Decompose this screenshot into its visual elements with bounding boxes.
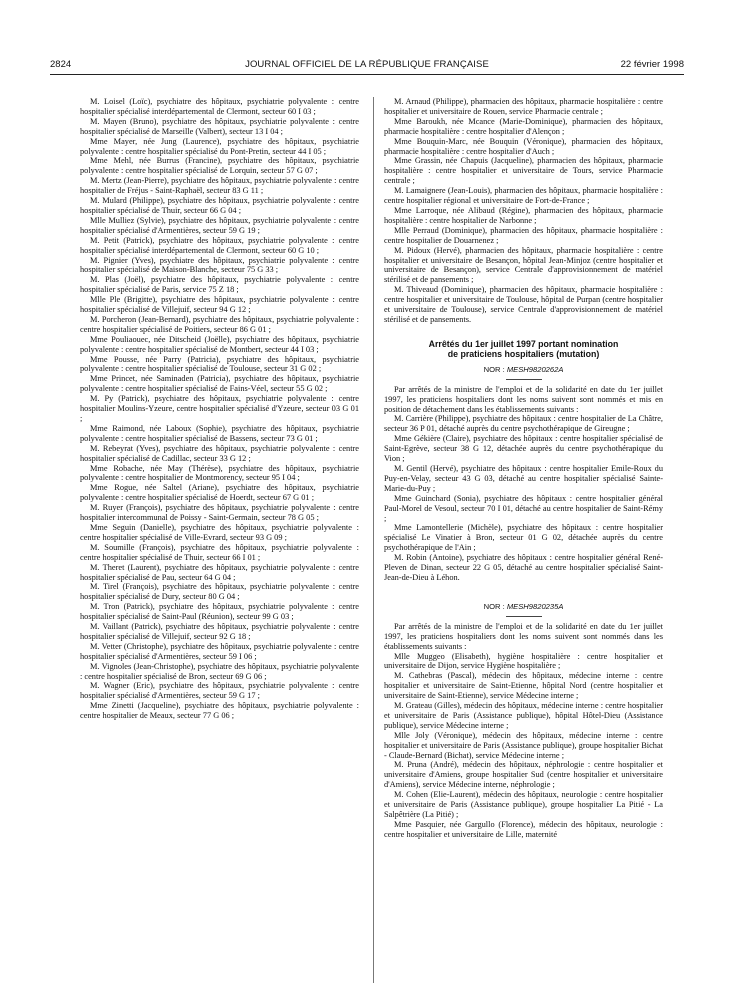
list-item: M. Cohen (Elie-Laurent), médecin des hôpitaux, neurologie : centre hospitalier et universitaire de Paris (Assistance publique), groupe hospitalier La Pitié - La Salpêtrière (La Pitié) ; xyxy=(384,790,663,819)
list-item: M. Petit (Patrick), psychiatre des hôpitaux, psychiatrie polyvalente : centre hospitalier spécialisé interdépartemental de Clermont, secteur 60 G 10 ; xyxy=(80,235,359,255)
list-item: M. Pruna (André), médecin des hôpitaux, néphrologie : centre hospitalier et universitaire d'Amiens, groupe hospitalier Sud (centre hospitalier et universitaire d'Amiens), service Médecine interne, néphrologie ; xyxy=(384,760,663,790)
list-item: M. Mayen (Bruno), psychiatre des hôpitaux, psychiatrie polyvalente : centre hospitalier spécialisé de Marseille (Valbert), secteur 13 I 04 ; xyxy=(80,116,359,136)
left-column xyxy=(80,97,359,983)
list-item: Mme Robache, née May (Thérèse), psychiatre des hôpitaux, psychiatrie polyvalente : centre hospitalier de Montmorency, secteur 95 I 04 ; xyxy=(80,463,359,483)
list-item: M. Thiveaud (Dominique), pharmacien des hôpitaux, pharmacie hospitalière : centre hospitalier et universitaire de Toulouse, hôpital de Purpan (centre hospitalier et universitaire de Toulouse), service Centrale d'approvisionnement de matériel stérilisé et de pansements. xyxy=(384,285,663,324)
list-item: Mme Larroque, née Alibaud (Régine), pharmacien des hôpitaux, pharmacie hospitalière : centre hospitalier de Narbonne ; xyxy=(384,205,663,225)
column-divider xyxy=(373,97,374,983)
section-title-line-2: de praticiens hospitaliers (mutation) xyxy=(447,349,600,360)
list-item: Mme Mayer, née Jung (Laurence), psychiatre des hôpitaux, psychiatrie polyvalente : centre hospitalier spécialisé du Pont-Pretin, secteur 44 I 05 ; xyxy=(80,136,359,156)
list-item: Mme Baroukh, née Mcance (Marie-Dominique), pharmacien des hôpitaux, pharmacie hospitalière : centre hospitalier d'Alençon ; xyxy=(384,116,663,136)
list-item: M. Grateau (Gilles), médecin des hôpitaux, médecine interne : centre hospitalier et universitaire de Paris (Assistance publique), hôpital Hôtel-Dieu (Assistance publique), service Médecine interne ; xyxy=(384,701,663,730)
nor-code: MESH9820235A xyxy=(506,601,564,611)
list-item: Mlle Perraud (Dominique), pharmacien des hôpitaux, pharmacie hospitalière : centre hospitalier de Douarnenez ; xyxy=(384,225,663,245)
list-item: M. Gentil (Hervé), psychiatre des hôpitaux : centre hospitalier Emile-Roux du Puy-en-Velay, secteur 43 G 03, détaché au centre hospitalier spécialisé Sainte-Marie-du-Puy ; xyxy=(384,464,663,493)
nor-reference-2 xyxy=(384,602,663,612)
list-item: Mme Zinetti (Jacqueline), psychiatre des hôpitaux, psychiatrie polyvalente : centre hospitalier de Meaux, secteur 77 G 06 ; xyxy=(80,701,359,721)
list-item: M. Ruyer (François), psychiatre des hôpitaux, psychiatrie polyvalente : centre hospitalier intercommunal de Poissy - Saint-Germain, secteur 78 G 05 ; xyxy=(80,503,359,523)
page-header xyxy=(50,59,684,73)
issue-date: 22 février 1998 xyxy=(620,59,684,70)
list-item: M. Vignoles (Jean-Christophe), psychiatre des hôpitaux, psychiatrie polyvalente : centre hospitalier spécialisé de Bron, secteur 69 G 06 ; xyxy=(80,661,359,681)
list-item: Mlle Mulliez (Sylvie), psychiatre des hôpitaux, psychiatrie polyvalente : centre hospitalier spécialisé d'Armentières, secteur 59 G 19 ; xyxy=(80,215,359,235)
list-item: Mme Raimond, née Laboux (Sophie), psychiatre des hôpitaux, psychiatrie polyvalente : centre hospitalier spécialisé de Bassens, secteur 73 G 01 ; xyxy=(80,423,359,443)
separator-1 xyxy=(506,379,542,380)
appointment-list xyxy=(384,652,663,840)
list-item: M. Pignier (Yves), psychiatre des hôpitaux, psychiatrie polyvalente : centre hospitalier spécialisé de Maison-Blanche, secteur 75 G 33 ; xyxy=(80,255,359,275)
pharmacist-list xyxy=(384,97,663,325)
list-item: M. Robin (Antoine), psychiatre des hôpitaux : centre hospitalier général René-Pleven de Dinan, secteur 22 G 05, détaché au centre hospitalier spécialisé Saint-Jean-de-Dieu à Léhon. xyxy=(384,553,663,582)
list-item: M. Theret (Laurent), psychiatre des hôpitaux, psychiatrie polyvalente : centre hospitalier spécialisé de Pau, secteur 64 G 04 ; xyxy=(80,562,359,582)
list-item: M. Mulard (Philippe), psychiatre des hôpitaux, psychiatrie polyvalente : centre hospitalier spécialisé de Thuir, secteur 66 G 04 ; xyxy=(80,196,359,215)
journal-title: JOURNAL OFFICIEL DE LA RÉPUBLIQUE FRANÇAISE xyxy=(245,59,489,70)
list-item: M. Tron (Patrick), psychiatre des hôpitaux, psychiatrie polyvalente : centre hospitalier spécialisé de Saint-Paul (Réunion), secteur 99 G 03 ; xyxy=(80,602,359,622)
page-number: 2824 xyxy=(50,59,72,70)
list-item: Mme Lamontellerie (Michèle), psychiatre des hôpitaux : centre hospitalier spécialisé Le Vinatier à Bron, secteur 01 G 02, détachée auprès du centre psychothérapique de l'Ain ; xyxy=(384,523,663,553)
list-item: Mme Bouquin-Marc, née Bouquin (Véronique), pharmacien des hôpitaux, pharmacie hospitalière : centre hospitalier d'Auch ; xyxy=(384,136,663,156)
list-item: M. Tirel (François), psychiatre des hôpitaux, psychiatrie polyvalente : centre hospitalier spécialisé de Dury, secteur 80 G 04 ; xyxy=(80,582,359,602)
list-item: M. Lamaignere (Jean-Louis), pharmacien des hôpitaux, pharmacie hospitalière : centre hospitalier régional et universitaire de Fort-de-France ; xyxy=(384,186,663,206)
list-item: M. Soumille (François), psychiatre des hôpitaux, psychiatrie polyvalente : centre hospitalier spécialisé de Thuir, secteur 66 I 01 ; xyxy=(80,542,359,562)
list-item: Mme Princet, née Saminaden (Patricia), psychiatre des hôpitaux, psychiatrie polyvalente : centre hospitalier spécialisé de Fains-Véel, secteur 55 G 02 ; xyxy=(80,374,359,394)
list-item: M. Vetter (Christophe), psychiatre des hôpitaux, psychiatrie polyvalente : centre hospitalier spécialisé d'Armentières, secteur 59 I 06 ; xyxy=(80,641,359,661)
list-item: Mme Pasquier, née Gargullo (Florence), médecin des hôpitaux, neurologie : centre hospitalier et universitaire de Lille, maternité xyxy=(384,819,663,839)
list-item: Mme Seguin (Danielle), psychiatre des hôpitaux, psychiatrie polyvalente : centre hospitalier spécialisé de Ville-Evrard, secteur 93 G 09 ; xyxy=(80,522,359,542)
list-item: Mlle Joly (Véronique), médecin des hôpitaux, médecine interne : centre hospitalier et universitaire de Paris (Assistance publique), groupe hospitalier Bichat - Claude-Bernard (Bichat), service Médecine interne ; xyxy=(384,730,663,760)
list-item: M. Vaillant (Patrick), psychiatre des hôpitaux, psychiatrie polyvalente : centre hospitalier spécialisé de Villejuif, secteur 92 G 18 ; xyxy=(80,622,359,641)
list-item: Mme Pouliaouec, née Ditscheid (Joëlle), psychiatre des hôpitaux, psychiatrie polyvalente : centre hospitalier spécialisé de Montbert, secteur 44 I 03 ; xyxy=(80,334,359,354)
list-item: Mme Grassin, née Chapuis (Jacqueline), pharmacien des hôpitaux, pharmacie hospitalière : centre hospitalier et universitaire de Tours, service Pharmacie centrale ; xyxy=(384,156,663,186)
nor-reference-1 xyxy=(384,365,663,375)
list-item: M. Cathebras (Pascal), médecin des hôpitaux, médecine interne : centre hospitalier et universitaire de Saint-Etienne, hôpital Nord (centre hospitalier et universitaire de Saint-Etienne), service Médecine interne ; xyxy=(384,671,663,701)
list-item: Mme Gékière (Claire), psychiatre des hôpitaux : centre hospitalier spécialisé de Saint-Egrève, secteur 38 G 12, détachée auprès du centre psychothérapique du Vion ; xyxy=(384,434,663,464)
list-item: Mme Rogue, née Saltel (Ariane), psychiatre des hôpitaux, psychiatrie polyvalente : centre hospitalier spécialisé de Hoerdt, secteur 67 G 01 ; xyxy=(80,483,359,503)
list-item: M. Carrière (Philippe), psychiatre des hôpitaux : centre hospitalier de La Châtre, secteur 36 P 01, détaché auprès du centre psychothérapique de Gireugne ; xyxy=(384,414,663,434)
section-title xyxy=(384,339,663,360)
header-rule xyxy=(50,74,684,75)
right-column xyxy=(384,97,663,983)
list-item: M. Mertz (Jean-Pierre), psychiatre des hôpitaux, psychiatrie polyvalente : centre hospitalier de Fréjus - Saint-Raphaël, secteur 83 G 11 ; xyxy=(80,176,359,196)
list-item: Mme Guinchard (Sonia), psychiatre des hôpitaux : centre hospitalier général Paul-Morel de Vesoul, secteur 70 I 01, détaché au centre hospitalier de Saint-Rémy ; xyxy=(384,493,663,523)
nor-label: NOR : xyxy=(483,364,505,374)
list-item: Mme Mehl, née Burrus (Francine), psychiatre des hôpitaux, psychiatrie polyvalente : centre hospitalier spécialisé de Lorquin, secteur 57 G 07 ; xyxy=(80,156,359,176)
detachment-list xyxy=(384,414,663,582)
list-item: M. Pidoux (Hervé), pharmacien des hôpitaux, pharmacie hospitalière : centre hospitalier et universitaire de Besançon, hôpital Jean-Minjoz (centre hospitalier et universitaire de Besançon), service Centrale d'approvisionnement de matériel stérilisé et de pansements ; xyxy=(384,245,663,285)
nor-code: MESH9820262A xyxy=(506,364,564,374)
separator-2 xyxy=(506,616,542,617)
nor-label: NOR : xyxy=(483,601,505,611)
list-item: M. Loisel (Loïc), psychiatre des hôpitaux, psychiatrie polyvalente : centre hospitalier spécialisé interdépartemental de Clermont, secteur 60 I 03 ; xyxy=(80,97,359,116)
list-item: M. Porcheron (Jean-Bernard), psychiatre des hôpitaux, psychiatrie polyvalente : centre hospitalier spécialisé de Poitiers, secteur 86 G 01 ; xyxy=(80,314,359,334)
list-item: Mlle Muggeo (Elisabeth), hygiène hospitalière : centre hospitalier et universitaire de Dijon, service Hygiène hospitalière ; xyxy=(384,651,663,671)
list-item: M. Arnaud (Philippe), pharmacien des hôpitaux, pharmacie hospitalière : centre hospitalier et universitaire de Rouen, service Pharmacie centrale ; xyxy=(384,97,663,116)
decree-intro-2: Par arrêtés de la ministre de l'emploi et de la solidarité en date du 1er juillet 1997, les praticiens hospitaliers dont les noms suivent sont nommés dans les établissements suivants : xyxy=(384,621,663,651)
list-item: M. Plas (Joël), psychiatre des hôpitaux, psychiatrie polyvalente : centre hospitalier spécialisé de Paris, service 75 Z 18 ; xyxy=(80,275,359,295)
list-item: M. Rebeyrat (Yves), psychiatre des hôpitaux, psychiatrie polyvalente : centre hospitalier spécialisé de Cadillac, secteur 33 G 12 ; xyxy=(80,443,359,463)
list-item: Mlle Ple (Brigitte), psychiatre des hôpitaux, psychiatrie polyvalente : centre hospitalier spécialisé de Villejuif, secteur 94 G 12 ; xyxy=(80,295,359,315)
list-item: M. Py (Patrick), psychiatre des hôpitaux, psychiatrie polyvalente : centre hospitalier Moulins-Yzeure, centre hospitalier spécialisé d'Yzeure, secteur 03 G 01 ; xyxy=(80,394,359,423)
section-title-line-1: Arrêtés du 1er juillet 1997 portant nomination xyxy=(428,338,619,349)
list-item: Mme Pousse, née Parry (Patricia), psychiatre des hôpitaux, psychiatrie polyvalente : centre hospitalier spécialisé de Toulouse, secteur 31 G 02 ; xyxy=(80,354,359,374)
decree-intro-1: Par arrêtés de la ministre de l'emploi et de la solidarité en date du 1er juillet 1997, les praticiens hospitaliers dont les noms suivent sont nommés et mis en position de détachement dans les établissements suivants : xyxy=(384,384,663,414)
list-item: M. Wagner (Eric), psychiatre des hôpitaux, psychiatrie polyvalente : centre hospitalier spécialisé d'Armentières, secteur 59 G 17 ; xyxy=(80,681,359,701)
